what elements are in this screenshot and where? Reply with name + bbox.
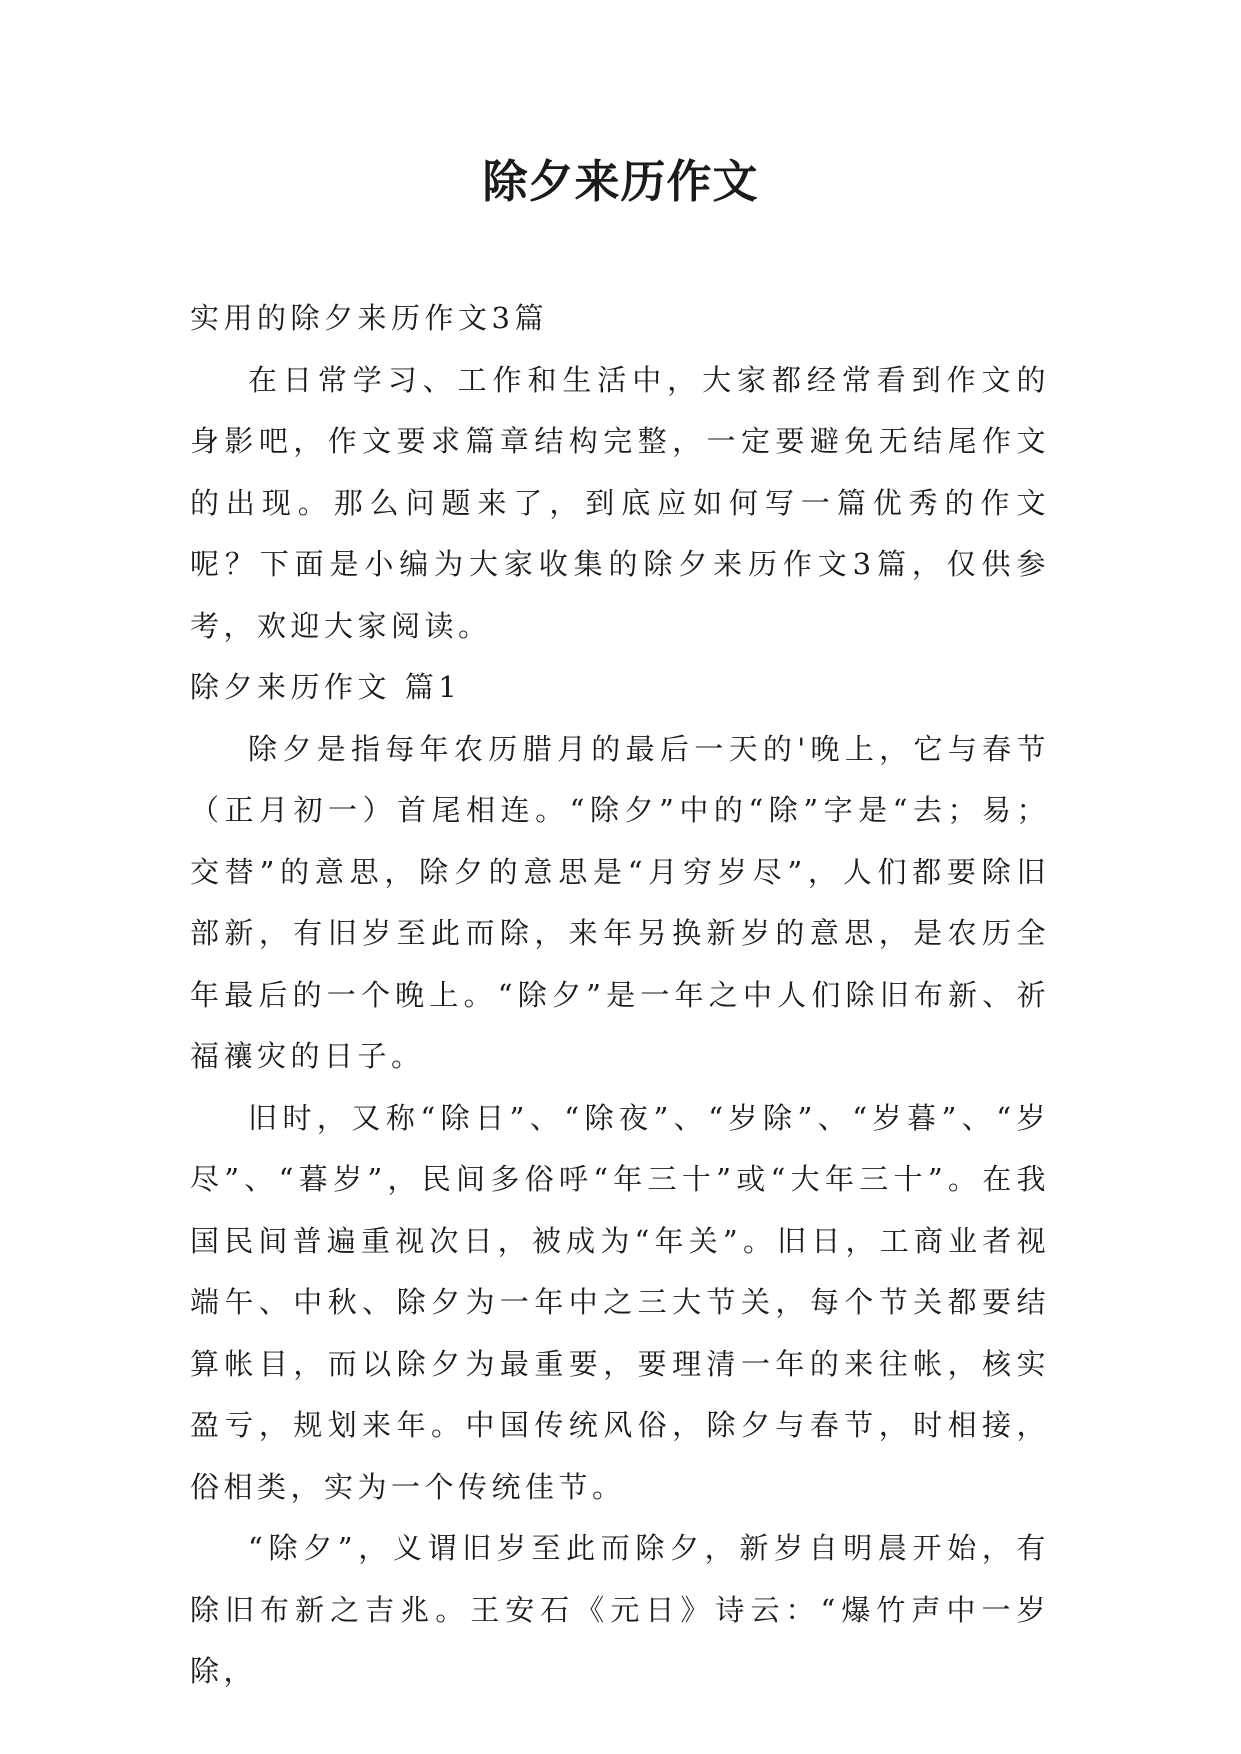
intro-paragraph: 在日常学习、工作和生活中，大家都经常看到作文的身影吧，作文要求篇章结构完整，一定要避免无结尾作文的出现。那么问题来了，到底应如何写一篇优秀的作文呢？下面是小编为大家收集的除夕来历作文3篇，仅供参考，欢迎大家阅读。 — [190, 362, 1050, 643]
body-paragraph: 除夕是指每年农历腊月的最后一天的'晚上，它与春节（正月初一）首尾相连。“除夕”中的“除”字是“去；易；交替”的意思，除夕的意思是“月穷岁尽”，人们都要除旧部新，有旧岁至此而除，来年另换新岁的意思，是农历全年最后的一个晚上。“除夕”是一年之中人们除旧布新、祈福禳灾的日子。 — [190, 731, 1050, 1073]
section-heading: 除夕来历作文 篇1 — [190, 670, 462, 704]
document-body — [190, 288, 1050, 1703]
body-paragraph: 旧时，又称“除日”、“除夜”、“岁除”、“岁暮”、“岁尽”、“暮岁”，民间多俗呼“年三十”或“大年三十”。在我国民间普遍重视次日，被成为“年关”。旧日，工商业者视端午、中秋、除夕为一年中之三大节关，每个节关都要结算帐目，而以除夕为最重要，要理清一年的来往帐，核实盈亏，规划来年。中国传统风俗，除夕与春节，时相接，俗相类，实为一个传统佳节。 — [190, 1100, 1050, 1504]
subtitle-heading: 实用的除夕来历作文3篇 — [190, 301, 548, 335]
document-title: 除夕来历作文 — [482, 155, 759, 208]
body-paragraph: “除夕”，义谓旧岁至此而除夕，新岁自明晨开始，有除旧布新之吉兆。王安石《元日》诗云：“爆竹声中一岁除， — [190, 1531, 1050, 1688]
